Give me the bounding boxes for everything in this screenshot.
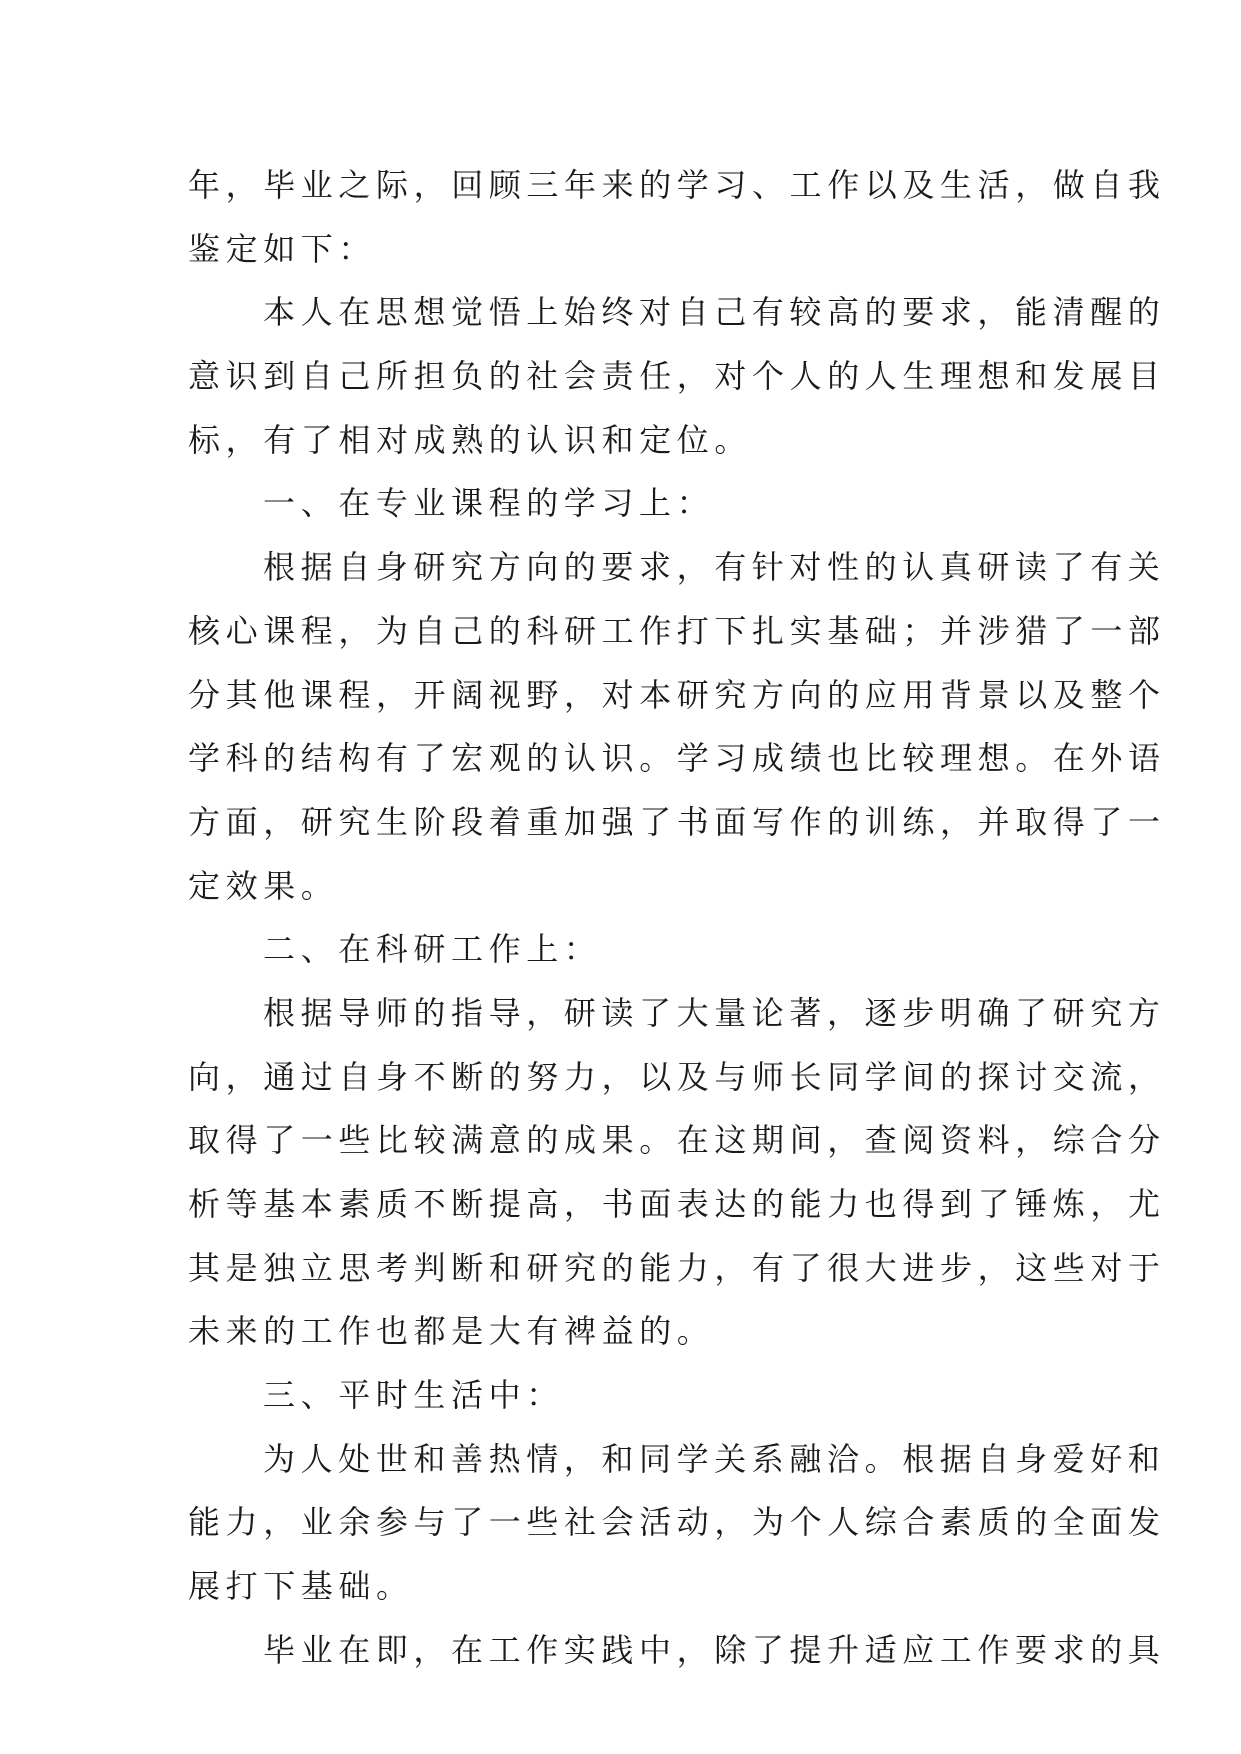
text-line-03: 本人在思想觉悟上始终对自己有较高的要求，能清醒的 [263, 293, 1166, 332]
text-line-01: 年，毕业之际，回顾三年来的学习、工作以及生活，做自我 [188, 166, 1166, 204]
text-line-19: 未来的工作也都是大有裨益的。 [188, 1312, 715, 1351]
text-line-07: 根据自身研究方向的要求，有针对性的认真研读了有关 [263, 548, 1166, 587]
text-line-21: 为人处世和善热情，和同学关系融洽。根据自身爱好和 [263, 1439, 1166, 1478]
text-line-18: 其是独立思考判断和研究的能力，有了很大进步，这些对于 [188, 1248, 1166, 1287]
text-line-02: 鉴定如下： [188, 229, 377, 268]
section-heading-2: 二、在科研工作上： [263, 930, 602, 969]
text-line-05: 标，有了相对成熟的认识和定位。 [188, 420, 753, 459]
text-line-04: 意识到自己所担负的社会责任，对个人的人生理想和发展目 [188, 357, 1166, 396]
text-line-14: 根据导师的指导，研读了大量论著，逐步明确了研究方 [263, 993, 1166, 1032]
text-line-16: 取得了一些比较满意的成果。在这期间，查阅资料，综合分 [188, 1121, 1166, 1160]
text-line-23: 展打下基础。 [188, 1567, 414, 1606]
document-body [188, 154, 1166, 1683]
text-line-12: 定效果。 [188, 866, 339, 905]
text-line-15: 向，通过自身不断的努力，以及与师长同学间的探讨交流， [188, 1057, 1166, 1096]
text-line-24: 毕业在即，在工作实践中，除了提升适应工作要求的具 [263, 1630, 1166, 1669]
text-line-11: 方面，研究生阶段着重加强了书面写作的训练，并取得了一 [188, 802, 1166, 841]
section-heading-1: 一、在专业课程的学习上： [263, 484, 715, 523]
text-line-17: 析等基本素质不断提高，书面表达的能力也得到了锤炼，尤 [188, 1185, 1166, 1223]
text-line-09: 分其他课程，开阔视野，对本研究方向的应用背景以及整个 [188, 675, 1166, 714]
text-line-08: 核心课程，为自己的科研工作打下扎实基础；并涉猎了一部 [188, 611, 1166, 650]
section-heading-3: 三、平时生活中： [263, 1376, 564, 1415]
text-line-10: 学科的结构有了宏观的认识。学习成绩也比较理想。在外语 [188, 739, 1166, 778]
text-line-22: 能力，业余参与了一些社会活动，为个人综合素质的全面发 [188, 1503, 1166, 1542]
